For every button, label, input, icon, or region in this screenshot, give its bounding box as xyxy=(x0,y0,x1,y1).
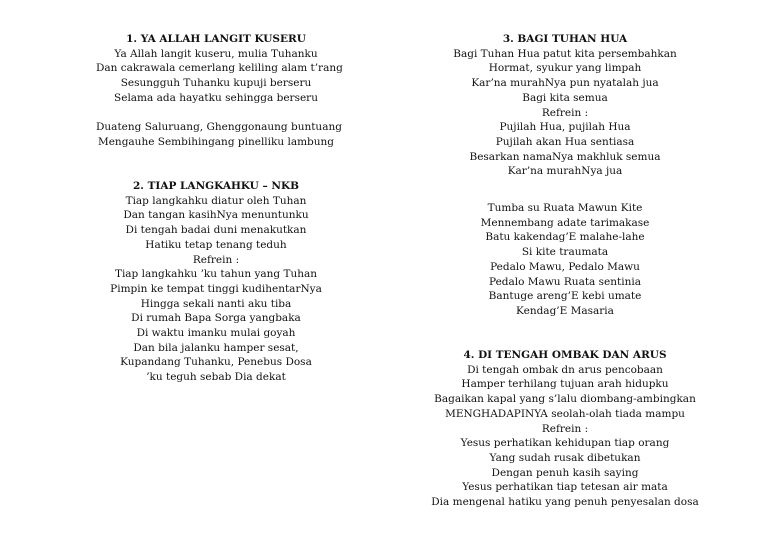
lyric-line: Tiap langkahku ’ku tahun yang Tuhan xyxy=(114,268,318,281)
lyric-line: Pujilah Hua, pujilah Hua xyxy=(499,121,631,134)
song-2 xyxy=(96,179,336,385)
lyric-line: Yesus perhatikan kehidupan tiap orang xyxy=(460,437,670,450)
lyric-line: Dia mengenal hatiku yang penuh penyesalan dosa xyxy=(431,496,699,509)
lyric-line: Selama ada hayatku sehingga berseru xyxy=(114,91,318,104)
lyric-line: ’ku teguh sebab Dia dekat xyxy=(146,371,286,384)
song-title: 1. YA ALLAH LANGIT KUSERU xyxy=(126,33,306,45)
refrain-label: Refrein : xyxy=(541,106,589,119)
lyric-line: Kupandang Tuhanku, Penebus Dosa xyxy=(120,356,312,369)
lyric-line: Pedalo Mawu, Pedalo Mawu xyxy=(490,260,640,273)
refrain-label: Refrein : xyxy=(541,422,589,435)
lyric-line: Batu kakendag’E malahe-lahe xyxy=(485,231,645,244)
lyric-line: Ya Allah langit kuseru, mulia Tuhanku xyxy=(114,47,318,60)
lyric-line: Dengan penuh kasih saying xyxy=(491,466,639,479)
lyric-line: Mengauhe Sembihingang pinelliku lambung xyxy=(97,135,335,148)
lyric-line: Kendag’E Masaria xyxy=(516,304,614,317)
lyric-line: Di waktu imanku mulai goyah xyxy=(136,327,296,340)
lyric-line: Sesungguh Tuhanku kupuji berseru xyxy=(120,77,312,90)
lyric-line: Bagi Tuhan Hua patut kita persembahkan xyxy=(453,47,677,60)
lyric-line: Dan tangan kasihNya menuntunku xyxy=(123,209,309,222)
lyric-line: Si kite traumata xyxy=(521,246,609,259)
lyric-line: Dan cakrawala cemerlang keliling alam t’rang xyxy=(96,62,343,75)
lyric-line: Besarkan namaNya makhluk semua xyxy=(469,150,661,163)
lyric-line: Pedalo Mawu Ruata sentinia xyxy=(489,275,641,288)
song-4 xyxy=(420,348,710,510)
lyric-line: Duateng Saluruang, Ghenggonaung buntuang xyxy=(96,121,342,134)
song-gap xyxy=(96,150,336,179)
left-column xyxy=(96,32,343,385)
lyric-line: Bagaikan kapal yang s’lalu diombang-ambingkan xyxy=(434,393,696,406)
lyric-line: Yesus perhatikan tiap tetesan air mata xyxy=(462,481,668,494)
lyric-line: Hatiku tetap tenang teduh xyxy=(145,238,287,251)
song-gap xyxy=(420,319,710,348)
lyric-line: Hingga sekali nanti aku tiba xyxy=(140,297,292,310)
lyric-line: Yang sudah rusak dibetukan xyxy=(489,451,641,464)
lyric-line: Pujilah akan Hua sentiasa xyxy=(495,135,635,148)
song-title: 2. TIAP LANGKAHKU – NKB xyxy=(133,180,299,192)
lyric-line: Dan bila jalanku hamper sesat, xyxy=(133,341,299,354)
lyric-line: Mennembang adate tarimakase xyxy=(480,216,650,229)
refrain-label: Refrein : xyxy=(192,253,240,266)
stanza-gap xyxy=(420,179,710,201)
lyric-line: MENGHADAPINYA seolah-olah tiada mampu xyxy=(445,407,685,420)
lyric-line: Di rumah Bapa Sorga yangbaka xyxy=(131,312,301,325)
lyric-line: Kar’na murahNya jua xyxy=(507,165,623,178)
song-title: 4. DI TENGAH OMBAK DAN ARUS xyxy=(463,349,667,362)
lyric-line: Tumba su Ruata Mawun Kite xyxy=(487,202,643,215)
lyric-line: Bagi kita semua xyxy=(522,91,608,104)
lyric-line: Tiap langkahku diatur oleh Tuhan xyxy=(125,194,307,207)
lyric-line: Pimpin ke tempat tinggi kudihentarNya xyxy=(110,282,322,295)
lyric-line: Hormat, syukur yang limpah xyxy=(488,62,642,75)
song-1 xyxy=(96,32,343,150)
right-column xyxy=(420,32,710,510)
stanza-gap xyxy=(96,106,336,121)
song-title: 3. BAGI TUHAN HUA xyxy=(502,33,628,45)
lyric-line: Hamper terhilang tujuan arah hidupku xyxy=(461,378,669,391)
lyric-line: Bantuge areng’E kebi umate xyxy=(488,290,642,303)
song-3 xyxy=(420,32,710,319)
lyric-line: Di tengah badai duni menakutkan xyxy=(125,224,307,237)
lyric-line: Di tengah ombak dn arus pencobaan xyxy=(467,363,663,376)
lyric-line: Kar’na murahNya pun nyatalah jua xyxy=(471,77,659,90)
